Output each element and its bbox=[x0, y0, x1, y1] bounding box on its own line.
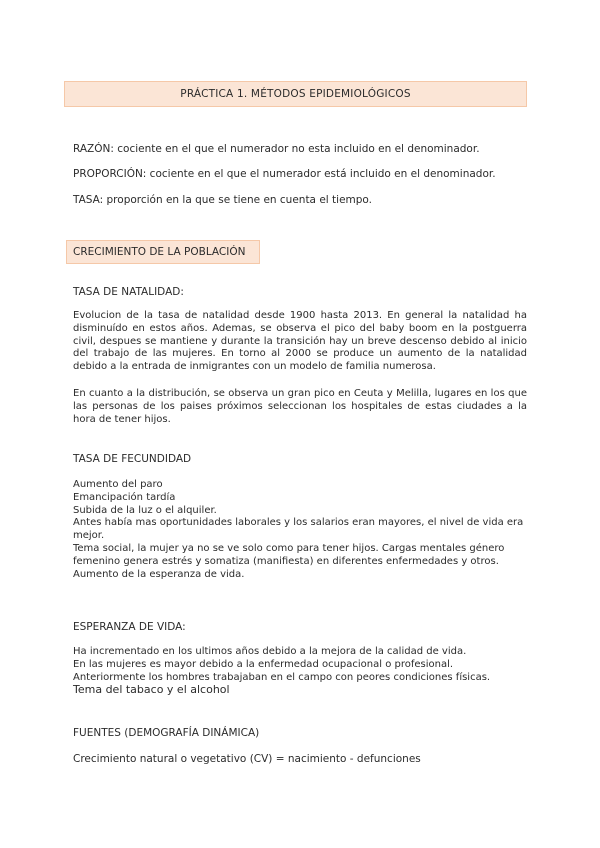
list-item: Tema social, la mujer ya no se ve solo como para tener hijos. Cargas mentales género femenino genera estrés y somatiza (manifiesta) en diferentes enfermedades y otros. bbox=[73, 542, 505, 567]
natalidad-paragraph-1: Evolucion de la tasa de natalidad desde 1900 hasta 2013. En general la natalidad ha disminuído en estos años. Ademas, se observa el pico del baby boom en la postguerra civil, despues se mantiene y durante la transición hay un breve descenso debido al inicio del trabajo de las mujeres. En torno al 2000 se produce un aumento de la natalidad debido a la entrada de inmigrantes con un modelo de familia numerosa. bbox=[73, 310, 527, 373]
fuentes-formula: Crecimiento natural o vegetativo (CV) = nacimiento - defunciones bbox=[73, 753, 421, 765]
definition-razon: RAZÓN: cociente en el que el numerador no esta incluido en el denominador. bbox=[73, 143, 480, 155]
definition-proporcion: PROPORCIÓN: cociente en el que el numerador está incluido en el denominador. bbox=[73, 168, 496, 180]
list-item: Subida de la luz o el alquiler. bbox=[73, 504, 217, 516]
esperanza-lines bbox=[73, 646, 527, 697]
page-title bbox=[64, 81, 527, 107]
list-item: Emancipación tardía bbox=[73, 491, 176, 503]
list-item: Anteriormente los hombres trabajaban en el campo con peores condiciones físicas. bbox=[73, 671, 491, 683]
page-title-text: PRÁCTICA 1. MÉTODOS EPIDEMIOLÓGICOS bbox=[180, 88, 411, 100]
section-title bbox=[66, 240, 260, 264]
esperanza-heading: ESPERANZA DE VIDA: bbox=[73, 621, 186, 633]
fecundidad-heading: TASA DE FECUNDIDAD bbox=[73, 453, 192, 465]
natalidad-heading: TASA DE NATALIDAD: bbox=[73, 286, 184, 298]
list-item: Tema del tabaco y el alcohol bbox=[73, 683, 230, 697]
list-item: En las mujeres es mayor debido a la enfermedad ocupacional o profesional. bbox=[73, 658, 454, 670]
list-item: Aumento de la esperanza de vida. bbox=[73, 568, 245, 580]
list-item: Ha incrementado en los ultimos años debido a la mejora de la calidad de vida. bbox=[73, 646, 467, 657]
list-item: Aumento del paro bbox=[73, 479, 163, 490]
natalidad-paragraph-2: En cuanto a la distribución, se observa un gran pico en Ceuta y Melilla, lugares en los que las personas de los paises próximos seleccionan los hospitales de estas ciudades a la hora de tener hijos. bbox=[73, 388, 527, 425]
fuentes-heading: FUENTES (DEMOGRAFÍA DINÁMICA) bbox=[73, 727, 260, 739]
section-title-text: CRECIMIENTO DE LA POBLACIÓN bbox=[73, 246, 246, 258]
list-item: Antes había mas oportunidades laborales y los salarios eran mayores, el nivel de vida era mejor. bbox=[73, 517, 524, 542]
fecundidad-list bbox=[73, 479, 527, 581]
definition-tasa: TASA: proporción en la que se tiene en cuenta el tiempo. bbox=[73, 194, 373, 206]
